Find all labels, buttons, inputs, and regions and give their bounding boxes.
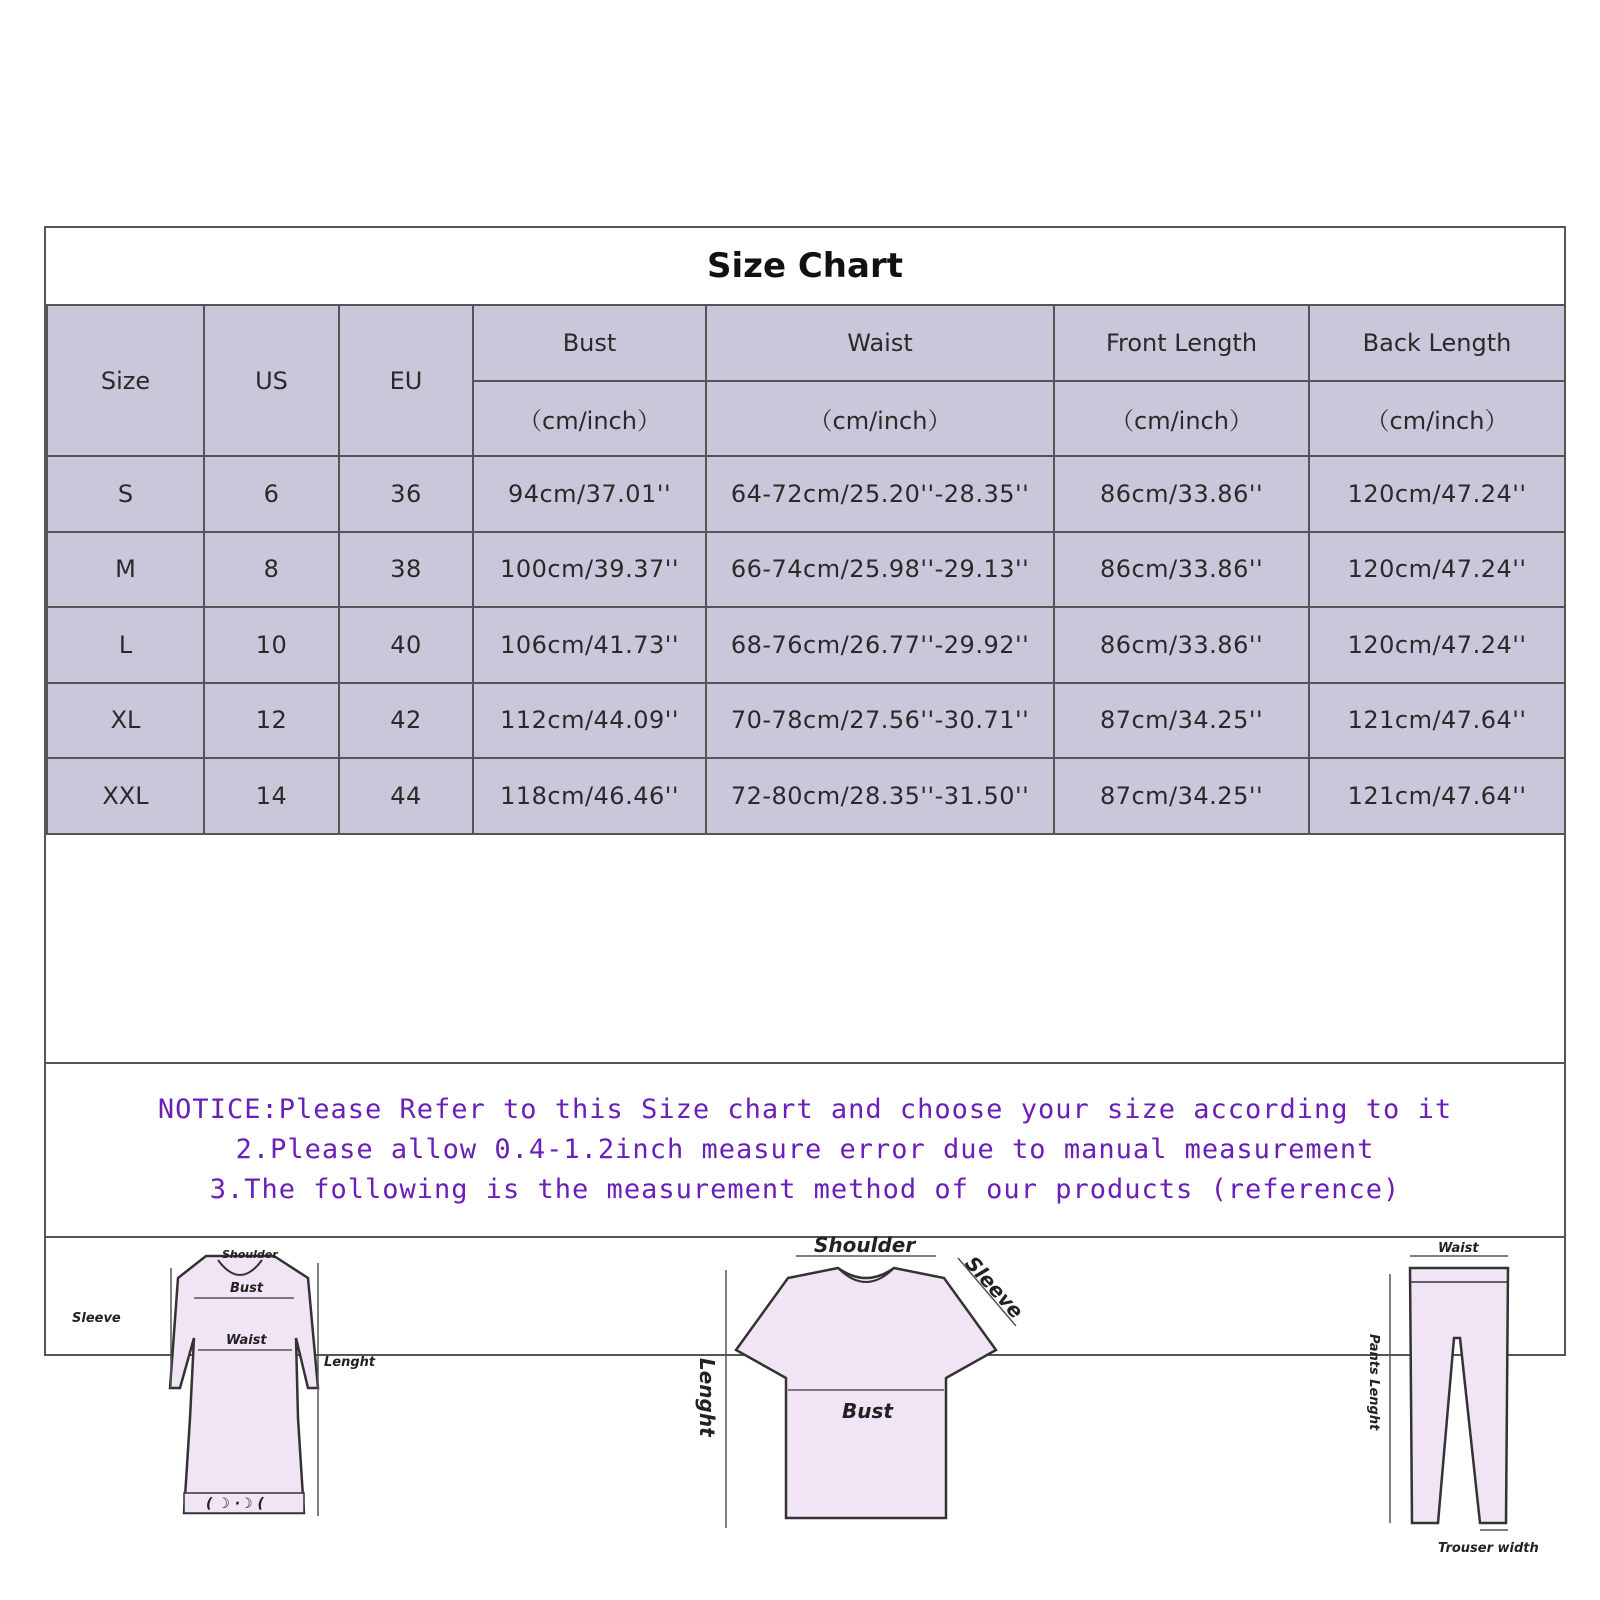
- header-eu: EU: [339, 305, 473, 456]
- row-bust: 100cm/39.37'': [473, 532, 706, 608]
- table-row: [47, 683, 1565, 759]
- table-row: [47, 758, 1565, 834]
- row-us: 12: [204, 683, 339, 759]
- notice-line-1: NOTICE:Please Refer to this Size chart and choose your size according to it: [157, 1094, 1453, 1125]
- row-us: 6: [204, 456, 339, 532]
- row-front-length: 87cm/34.25'': [1054, 758, 1309, 834]
- header-us: US: [204, 305, 339, 456]
- row-size: XL: [47, 683, 204, 759]
- row-waist: 68-76cm/26.77''-29.92'': [706, 607, 1054, 683]
- row-size: XXL: [47, 758, 204, 834]
- unit-bust: （cm/inch）: [473, 381, 706, 457]
- size-table: [46, 304, 1566, 835]
- row-eu: 36: [339, 456, 473, 532]
- row-bust: 118cm/46.46'': [473, 758, 706, 834]
- pants-length-label: Pants Lenght: [1366, 1334, 1381, 1431]
- pants-waist-label: Waist: [1438, 1241, 1479, 1256]
- measurement-diagrams: [46, 1233, 1564, 1558]
- header-bust: Bust: [473, 305, 706, 381]
- row-back-length: 120cm/47.24'': [1309, 532, 1565, 608]
- row-us: 14: [204, 758, 339, 834]
- table-row: [47, 532, 1565, 608]
- tshirt-sleeve-label: Sleeve: [960, 1251, 1029, 1324]
- row-bust: 106cm/41.73'': [473, 607, 706, 683]
- row-bust: 94cm/37.01'': [473, 456, 706, 532]
- size-chart: [44, 226, 1566, 1556]
- table-row: [47, 456, 1565, 532]
- table-row: [47, 607, 1565, 683]
- header-waist: Waist: [706, 305, 1054, 381]
- dress-diagram: [72, 1248, 376, 1516]
- notice-block: [46, 1062, 1564, 1238]
- row-waist: 72-80cm/28.35''-31.50'': [706, 758, 1054, 834]
- row-front-length: 87cm/34.25'': [1054, 683, 1309, 759]
- dress-bust-label: Bust: [230, 1281, 264, 1296]
- row-bust: 112cm/44.09'': [473, 683, 706, 759]
- dress-length-label: Lenght: [324, 1355, 376, 1370]
- row-eu: 42: [339, 683, 473, 759]
- row-front-length: 86cm/33.86'': [1054, 607, 1309, 683]
- tshirt-length-label: Lenght: [695, 1358, 719, 1437]
- row-back-length: 121cm/47.64'': [1309, 683, 1565, 759]
- unit-back-length: （cm/inch）: [1309, 381, 1565, 457]
- row-eu: 40: [339, 607, 473, 683]
- row-size: S: [47, 456, 204, 532]
- row-size: L: [47, 607, 204, 683]
- notice-line-2: 2.Please allow 0.4-1.2inch measure error due to manual measurement: [235, 1134, 1375, 1165]
- dress-waist-label: Waist: [226, 1333, 267, 1348]
- tshirt-bust-label: Bust: [842, 1399, 893, 1423]
- pants-diagram: [1366, 1241, 1539, 1556]
- unit-waist: （cm/inch）: [706, 381, 1054, 457]
- unit-front-length: （cm/inch）: [1054, 381, 1309, 457]
- tshirt-diagram: [695, 1233, 1028, 1528]
- header-size: Size: [47, 305, 204, 456]
- row-back-length: 121cm/47.64'': [1309, 758, 1565, 834]
- pants-width-label: Trouser width: [1438, 1541, 1539, 1556]
- row-waist: 64-72cm/25.20''-28.35'': [706, 456, 1054, 532]
- row-eu: 38: [339, 532, 473, 608]
- row-front-length: 86cm/33.86'': [1054, 456, 1309, 532]
- row-size: M: [47, 532, 204, 608]
- row-eu: 44: [339, 758, 473, 834]
- row-waist: 70-78cm/27.56''-30.71'': [706, 683, 1054, 759]
- header-front-length: Front Length: [1054, 305, 1309, 381]
- tshirt-icon: [736, 1268, 996, 1518]
- header-back-length: Back Length: [1309, 305, 1565, 381]
- notice-line-3: 3.The following is the measurement method of our products (reference): [209, 1174, 1401, 1205]
- tshirt-shoulder-label: Shoulder: [814, 1233, 916, 1257]
- dress-shoulder-label: Shoulder: [222, 1248, 278, 1261]
- chart-title: Size Chart: [46, 228, 1564, 306]
- dress-sleeve-label: Sleeve: [72, 1311, 121, 1326]
- row-us: 8: [204, 532, 339, 608]
- row-us: 10: [204, 607, 339, 683]
- moon-pattern-icon: ( ☽ ·☽ (: [206, 1496, 264, 1512]
- row-front-length: 86cm/33.86'': [1054, 532, 1309, 608]
- row-waist: 66-74cm/25.98''-29.13'': [706, 532, 1054, 608]
- pants-icon: [1410, 1268, 1508, 1523]
- row-back-length: 120cm/47.24'': [1309, 607, 1565, 683]
- row-back-length: 120cm/47.24'': [1309, 456, 1565, 532]
